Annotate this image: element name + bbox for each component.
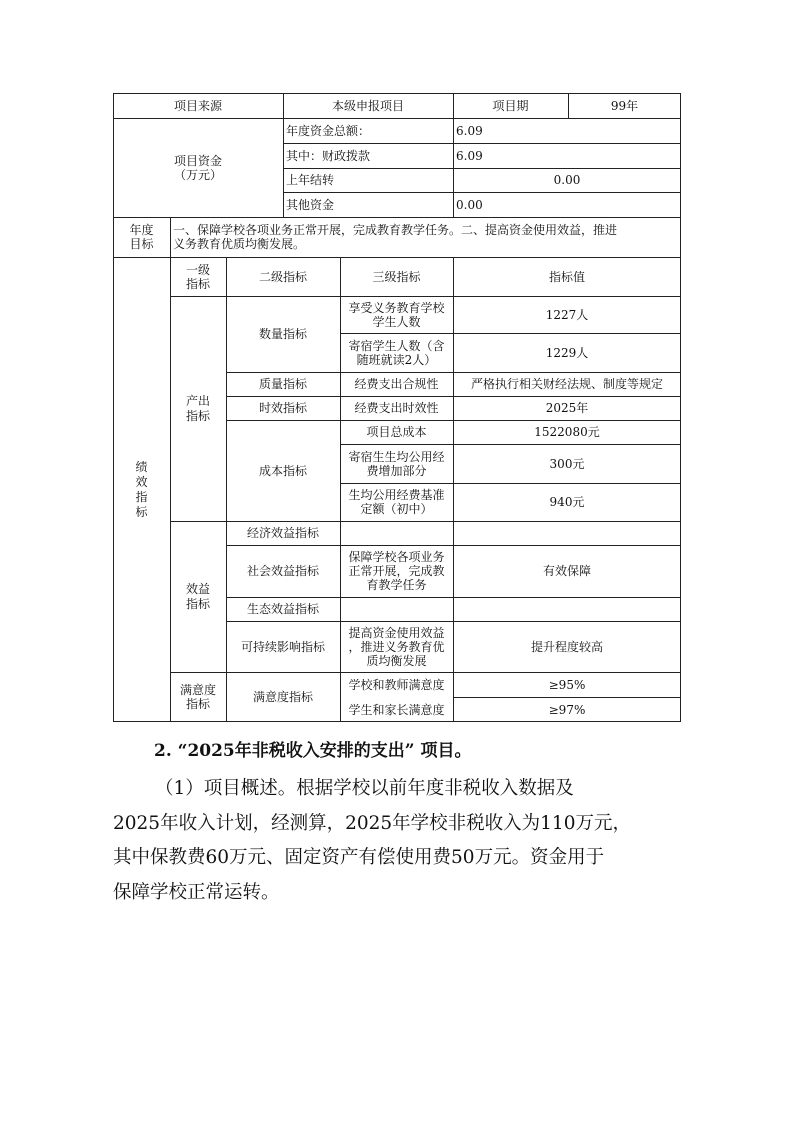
satisfaction-label: 满意度 指标 xyxy=(179,683,216,711)
c3-value: 940元 xyxy=(549,495,585,509)
quality-value: 严格执行相关财经法规、制度等规定 xyxy=(470,377,663,391)
sustain-name: 提高资金使用效益 ，推进义务教育优 质均衡发展 xyxy=(348,625,445,668)
ecology-label: 生态效益指标 xyxy=(246,602,319,616)
sustain-value: 提升程度较高 xyxy=(530,639,603,654)
social-name: 保障学校各项业务 正常开展，完成教 育教学任务 xyxy=(348,550,445,592)
section-paragraph xyxy=(113,772,693,910)
fund-carryover-label: 上年结转 xyxy=(286,173,335,187)
output-label: 产出指标 xyxy=(185,393,210,423)
goal-label: 年度 目标 xyxy=(129,223,154,251)
time-name: 经费支出时效性 xyxy=(354,401,439,415)
para-line-4: 保障学校正常运转。 xyxy=(113,881,280,903)
c3-name: 生均公用经费基准 定额（初中） xyxy=(348,488,445,516)
c2-name: 寄宿生生均公用经 费增加部分 xyxy=(348,449,445,478)
header-level1: 一级 指标 xyxy=(185,262,210,291)
fund-total-value: 6.09 xyxy=(456,123,483,138)
q1-name: 享受义务教育学校 学生人数 xyxy=(348,300,445,329)
section-heading: 2. “2025年非税收入安排的支出” 项目。 xyxy=(154,741,472,761)
fund-other-label: 其他资金 xyxy=(286,197,335,212)
header-value: 指标值 xyxy=(548,269,585,284)
fund-fiscal-value: 6.09 xyxy=(456,148,483,163)
s1-name: 学校和教师满意度 xyxy=(348,677,445,692)
q2-name: 寄宿学生人数（含 随班就读2人） xyxy=(348,338,445,367)
funds-label: 项目资金 （万元） xyxy=(173,153,222,182)
fund-carryover-value: 0.00 xyxy=(553,173,581,187)
fund-fiscal-label: 其中：财政拨款 xyxy=(286,148,371,163)
header-level2: 二级指标 xyxy=(258,269,307,284)
c2-value: 300元 xyxy=(549,456,585,471)
fund-other-value: 0.00 xyxy=(456,197,483,212)
para-line-3: 其中保教费60万元、固定资产有偿使用费50万元。资金用于 xyxy=(113,847,605,868)
economic-label: 经济效益指标 xyxy=(246,526,319,540)
cost-label: 成本指标 xyxy=(258,463,307,478)
fund-total-label: 年度资金总额： xyxy=(286,123,371,138)
performance-table xyxy=(113,93,681,722)
social-label: 社会效益指标 xyxy=(246,564,319,578)
goal-text: 一、保障学校各项业务正常开展，完成教育教学任务。二、提高资金使用效益，推进 义务教育优质均衡发展。 xyxy=(173,223,618,251)
period-value: 99年 xyxy=(610,98,639,113)
s2-value: ≥97% xyxy=(548,702,586,717)
q1-value: 1227人 xyxy=(545,307,589,322)
sustain-label: 可持续影响指标 xyxy=(240,639,325,654)
perf-label: 绩效指标 xyxy=(135,459,148,519)
s1-value: ≥95% xyxy=(548,677,586,692)
satisfaction-sub-label: 满意度指标 xyxy=(252,690,313,704)
period-label: 项目期 xyxy=(492,98,529,113)
time-value: 2025年 xyxy=(545,401,589,415)
social-value: 有效保障 xyxy=(542,564,591,578)
c1-value: 1522080元 xyxy=(534,425,600,439)
source-label: 项目来源 xyxy=(173,98,222,113)
para-line-2: 2025年收入计划，经测算，2025年学校非税收入为110万元， xyxy=(113,812,631,834)
timeliness-label: 时效指标 xyxy=(258,401,307,415)
q2-value: 1229人 xyxy=(545,345,589,360)
quantity-label: 数量指标 xyxy=(258,327,307,341)
s2-name: 学生和家长满意度 xyxy=(348,702,445,717)
quality-name: 经费支出合规性 xyxy=(354,377,439,391)
quality-label: 质量指标 xyxy=(258,377,307,391)
benefit-label: 效益指标 xyxy=(185,581,210,611)
c1-name: 项目总成本 xyxy=(366,425,427,439)
para-line-1: （1）项目概述。根据学校以前年度非税收入数据及 xyxy=(155,778,574,799)
source-value: 本级申报项目 xyxy=(331,98,404,113)
header-level3: 三级指标 xyxy=(372,269,421,284)
